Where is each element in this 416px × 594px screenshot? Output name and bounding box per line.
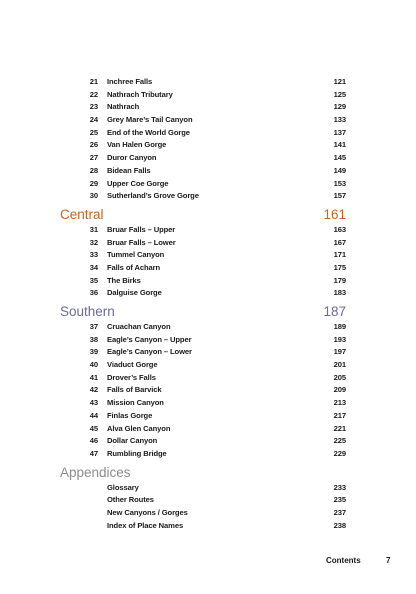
entry-title: Bruar Falls – Lower — [107, 237, 176, 247]
entry-number: 38 — [89, 334, 98, 344]
toc-entry[interactable] — [0, 249, 416, 262]
entry-page: 163 — [333, 224, 346, 234]
entry-page: 217 — [333, 410, 346, 420]
entry-number: 32 — [89, 237, 98, 247]
entry-title: Eagle’s Canyon – Lower — [107, 347, 192, 357]
entry-page: 209 — [333, 385, 346, 395]
entry-title: Dalguise Gorge — [107, 288, 162, 298]
table-of-contents — [0, 76, 416, 532]
entry-title: Viaduct Gorge — [107, 360, 158, 370]
entry-title: Bidean Falls — [107, 165, 151, 175]
entry-number: 22 — [89, 89, 98, 99]
entry-page: 137 — [333, 127, 346, 137]
entry-page: 153 — [333, 178, 346, 188]
page-number: 7 — [386, 556, 391, 565]
entry-title: Inchree Falls — [107, 77, 153, 86]
toc-entry[interactable] — [0, 275, 416, 288]
section-heading — [0, 206, 416, 224]
entry-page: 167 — [333, 237, 346, 247]
entry-title: Other Routes — [107, 495, 154, 505]
entry-page: 238 — [333, 520, 346, 530]
entry-number: 44 — [89, 410, 98, 420]
toc-entry[interactable] — [0, 139, 416, 152]
entry-number: 23 — [89, 102, 98, 112]
toc-entry[interactable] — [0, 410, 416, 423]
entry-page: 201 — [333, 360, 346, 370]
entry-page: 149 — [333, 165, 346, 175]
entry-title: Glossary — [107, 482, 139, 492]
toc-entry[interactable] — [0, 127, 416, 140]
entry-number: 37 — [89, 322, 98, 331]
toc-entry[interactable] — [0, 520, 416, 533]
section-page-number: 161 — [323, 206, 346, 222]
entry-title: Alva Glen Canyon — [107, 423, 171, 433]
toc-entry[interactable] — [0, 224, 416, 237]
toc-entry[interactable] — [0, 384, 416, 397]
entry-number: 41 — [89, 372, 98, 382]
entry-page: 141 — [333, 140, 346, 150]
entry-number: 33 — [89, 250, 98, 260]
entry-number: 42 — [89, 385, 98, 395]
entry-page: 171 — [333, 250, 346, 260]
entry-title: Van Halen Gorge — [107, 140, 167, 150]
entry-title: Falls of Acharn — [107, 262, 161, 272]
entry-number: 47 — [89, 448, 98, 458]
toc-entry[interactable] — [0, 76, 416, 89]
entry-number: 27 — [89, 153, 98, 163]
entry-title: Nathrach — [107, 102, 140, 112]
toc-entry[interactable] — [0, 448, 416, 461]
entry-page: 179 — [333, 275, 346, 285]
entry-page: 197 — [333, 347, 346, 357]
entry-title: Drover’s Falls — [107, 372, 156, 382]
entry-title: Grey Mare’s Tail Canyon — [107, 115, 193, 125]
entry-number: 29 — [89, 178, 98, 188]
entry-title: Upper Coe Gorge — [107, 178, 169, 188]
entry-page: 129 — [333, 102, 346, 112]
entry-page: 235 — [333, 495, 346, 505]
entry-page: 183 — [333, 288, 346, 298]
entry-page: 157 — [333, 191, 346, 201]
toc-entry[interactable] — [0, 359, 416, 372]
toc-entry[interactable] — [0, 346, 416, 359]
toc-entry[interactable] — [0, 178, 416, 191]
section-page-number: 187 — [323, 304, 346, 319]
section-title: Appendices — [60, 464, 131, 480]
entry-title: New Canyons / Gorges — [107, 507, 188, 517]
entry-title: Duror Canyon — [107, 153, 157, 163]
entry-title: Cruachan Canyon — [107, 322, 171, 331]
toc-entry[interactable] — [0, 507, 416, 520]
section-title: Southern — [60, 304, 115, 319]
entry-title: Sutherland’s Grove Gorge — [107, 191, 199, 201]
entry-page: 121 — [333, 77, 346, 86]
entry-number: 39 — [89, 347, 98, 357]
entry-page: 125 — [333, 89, 346, 99]
toc-entry[interactable] — [0, 101, 416, 114]
entry-number: 24 — [89, 115, 98, 125]
toc-entry[interactable] — [0, 334, 416, 347]
entry-title: End of the World Gorge — [107, 127, 190, 137]
entry-page: 213 — [333, 398, 346, 408]
entry-title: Nathrach Tributary — [107, 89, 173, 99]
entry-page: 221 — [333, 423, 346, 433]
entry-page: 225 — [333, 436, 346, 446]
entry-title: Tummel Canyon — [107, 250, 165, 260]
entry-page: 193 — [333, 334, 346, 344]
entry-title: Eagle’s Canyon – Upper — [107, 334, 192, 344]
entry-title: Mission Canyon — [107, 398, 164, 408]
toc-entry[interactable] — [0, 372, 416, 385]
toc-entry[interactable] — [0, 482, 416, 495]
toc-entry[interactable] — [0, 287, 416, 300]
entry-number: 34 — [89, 262, 98, 272]
entry-page: 229 — [333, 448, 346, 458]
entry-number: 26 — [89, 140, 98, 150]
toc-entry[interactable] — [0, 262, 416, 275]
entry-page: 175 — [333, 262, 346, 272]
toc-entry[interactable] — [0, 321, 416, 334]
entry-number: 30 — [89, 191, 98, 201]
section-title: Central — [60, 206, 104, 222]
entry-title: Finlas Gorge — [107, 410, 153, 420]
toc-entry[interactable] — [0, 237, 416, 250]
entry-number: 43 — [89, 398, 98, 408]
entry-number: 40 — [89, 360, 98, 370]
toc-entry[interactable] — [0, 397, 416, 410]
entry-page: 205 — [333, 372, 346, 382]
toc-entry[interactable] — [0, 423, 416, 436]
toc-entry[interactable] — [0, 435, 416, 448]
footer-label: Contents — [326, 556, 361, 565]
entry-page: 189 — [333, 322, 346, 331]
entry-number: 45 — [89, 423, 98, 433]
entry-title: Dollar Canyon — [107, 436, 158, 446]
entry-title: Falls of Barvick — [107, 385, 162, 395]
toc-entry[interactable] — [0, 114, 416, 127]
entry-number: 28 — [89, 165, 98, 175]
section-heading — [0, 303, 416, 321]
entry-number: 36 — [89, 288, 98, 298]
toc-entry[interactable] — [0, 190, 416, 203]
toc-entry[interactable] — [0, 494, 416, 507]
entry-title: Rumbling Bridge — [107, 448, 167, 458]
entry-number: 35 — [89, 275, 98, 285]
entry-page: 237 — [333, 507, 346, 517]
entry-title: Index of Place Names — [107, 520, 184, 530]
entry-number: 46 — [89, 436, 98, 446]
toc-entry[interactable] — [0, 152, 416, 165]
entry-number: 25 — [89, 127, 98, 137]
entry-page: 233 — [333, 482, 346, 492]
entry-title: The Birks — [107, 275, 141, 285]
entry-title: Bruar Falls – Upper — [107, 224, 176, 234]
entry-page: 145 — [333, 153, 346, 163]
toc-entry[interactable] — [0, 89, 416, 102]
entry-number: 21 — [89, 77, 98, 86]
entry-page: 133 — [333, 115, 346, 125]
entry-number: 31 — [89, 224, 98, 234]
section-heading — [0, 464, 416, 482]
toc-entry[interactable] — [0, 165, 416, 178]
